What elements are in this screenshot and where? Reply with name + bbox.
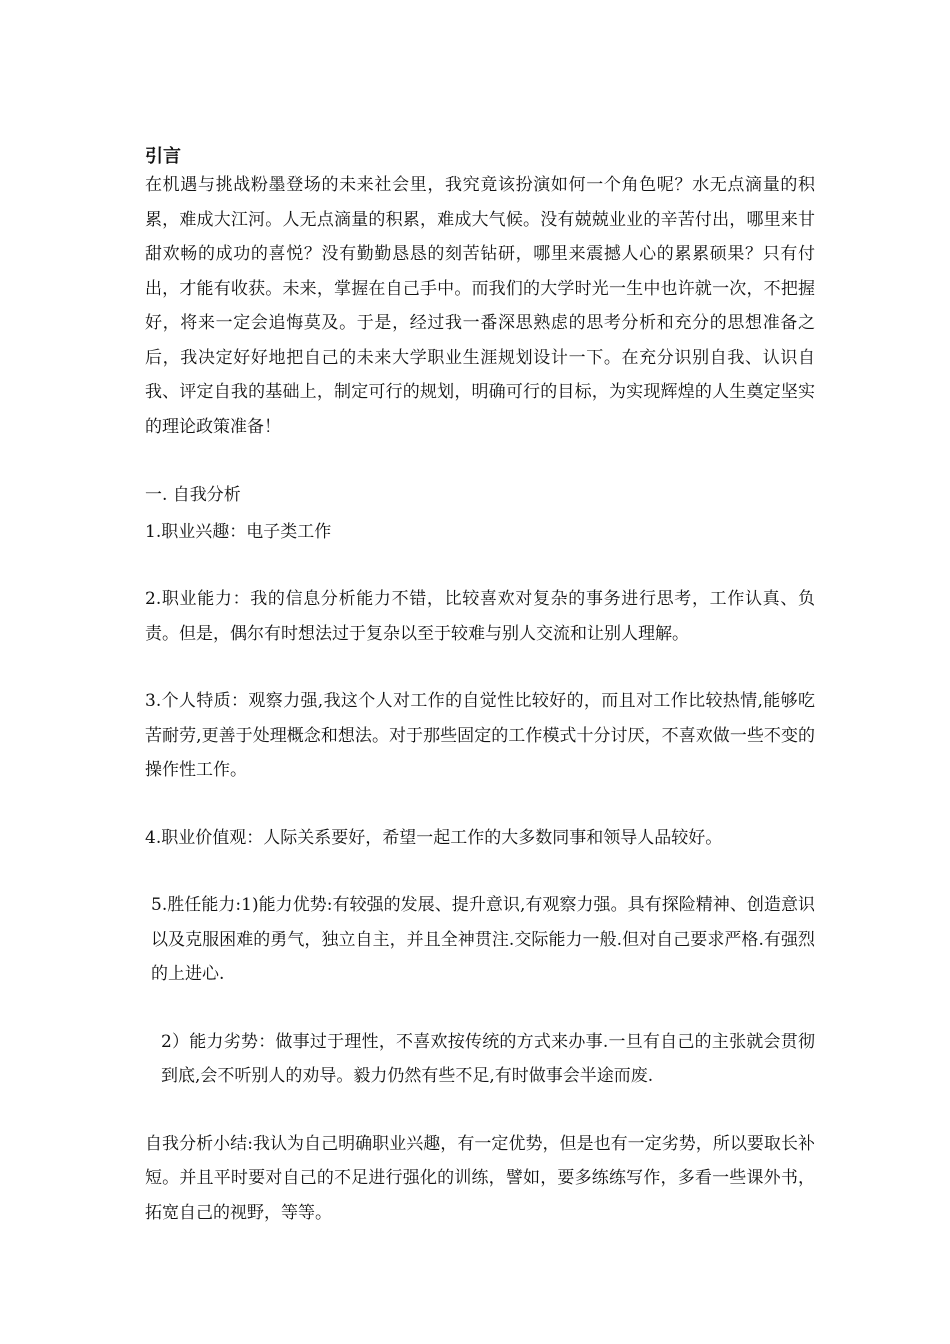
document-page	[145, 146, 815, 1230]
item-competence-weakness: 2）能力劣势：做事过于理性，不喜欢按传统的方式来办事.一旦有自己的主张就会贯彻到底,会不听别人的劝导。毅力仍然有些不足,有时做事会半途而废.	[161, 1031, 815, 1086]
item-competence: 5.胜任能力:1)能力优势:有较强的发展、提升意识,有观察力强。具有探险精神、创造意识以及克服困难的勇气，独立自主，并且全神贯注.交际能力一般.但对自己要求严格.有强烈的上进心.	[151, 895, 815, 984]
section-title-self-analysis: 一. 自我分析	[145, 485, 241, 505]
item-career-values: 4.职业价值观：人际关系要好，希望一起工作的大多数同事和领导人品较好。	[145, 827, 723, 848]
item-personal-traits: 3.个人特质：观察力强,我这个人对工作的自觉性比较好的，而且对工作比较热情,能够吃苦耐劳,更善于处理概念和想法。对于那些固定的工作模式十分讨厌，不喜欢做一些不变的操作性工作。	[145, 691, 815, 780]
self-analysis-summary: 自我分析小结:我认为自己明确职业兴趣，有一定优势，但是也有一定劣势，所以要取长补短。并且平时要对自己的不足进行强化的训练，譬如，要多练练写作，多看一些课外书，拓宽自己的视野，等等。	[145, 1133, 815, 1223]
intro-paragraph: 在机遇与挑战粉墨登场的未来社会里，我究竟该扮演如何一个角色呢？水无点滴量的积累，难成大江河。人无点滴量的积累，难成大气候。没有兢兢业业的辛苦付出，哪里来甘甜欢畅的成功的喜悦？没有勤勤恳恳的刻苦钻研，哪里来震撼人心的累累硕果？只有付出，才能有收获。未来，掌握在自己手中。而我们的大学时光一生中也许就一次，不把握好，将来一定会追悔莫及。于是，经过我一番深思熟虑的思考分析和充分的思想准备之后，我决定好好地把自己的未来大学职业生涯规划设计一下。在充分识别自我、认识自我、评定自我的基础上，制定可行的规划，明确可行的目标，为实现辉煌的人生奠定坚实的理论政策准备！	[145, 175, 815, 437]
document-title: 引言	[145, 146, 181, 167]
item-career-ability: 2.职业能力：我的信息分析能力不错，比较喜欢对复杂的事务进行思考，工作认真、负责。但是，偶尔有时想法过于复杂以至于较难与别人交流和让别人理解。	[145, 589, 815, 644]
item-career-interest: 1.职业兴趣：电子类工作	[145, 521, 332, 542]
